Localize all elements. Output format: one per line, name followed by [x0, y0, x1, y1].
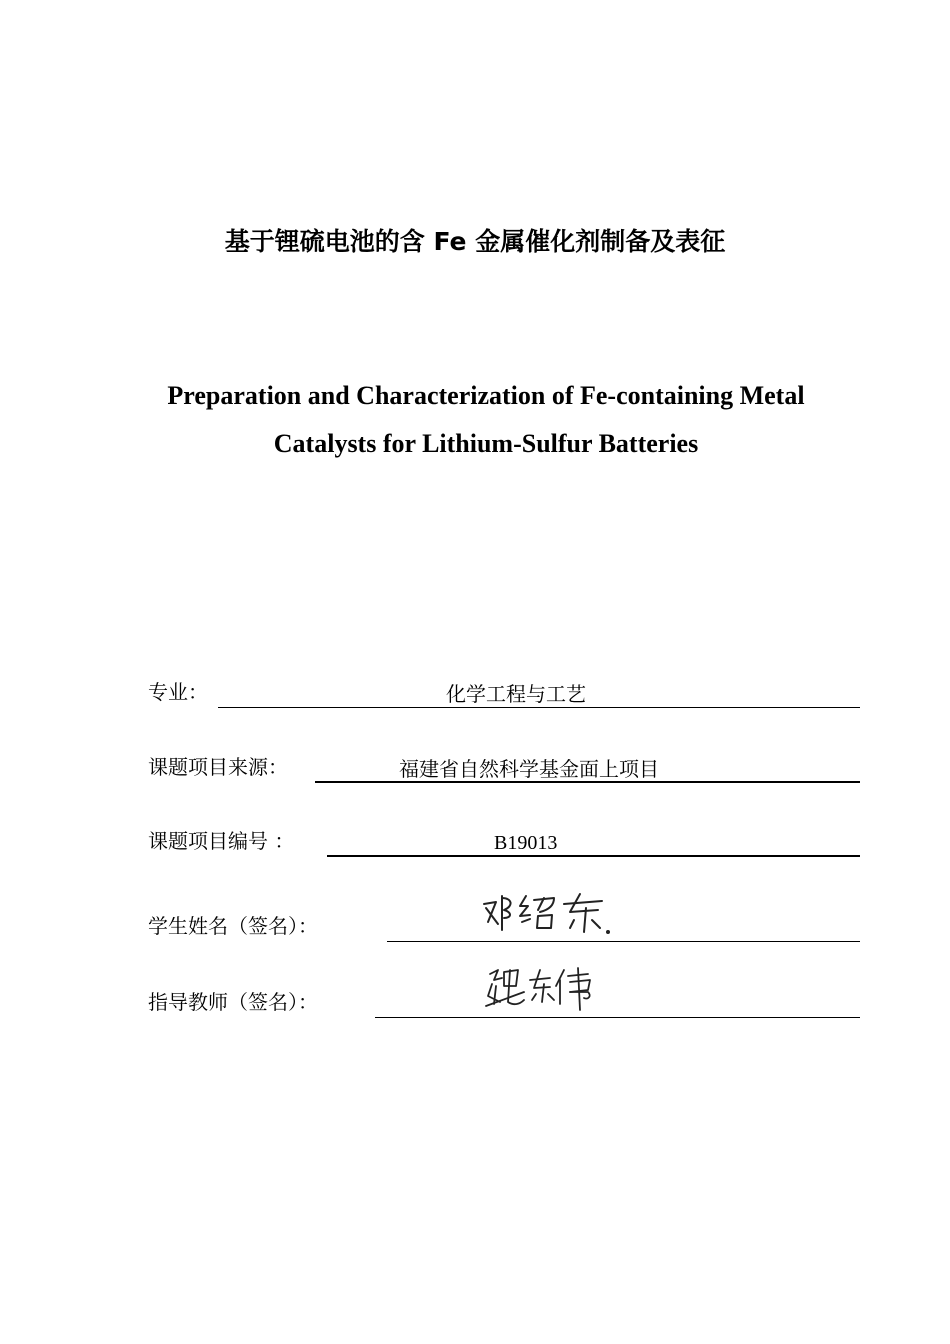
project-source-underline	[315, 781, 860, 783]
major-field	[148, 668, 860, 708]
major-underline	[218, 707, 860, 708]
project-number-underline	[327, 855, 860, 857]
english-title	[80, 372, 892, 468]
advisor-name-label: 指导教师（签名）：	[148, 990, 318, 1014]
project-source-label: 课题项目来源：	[148, 755, 288, 779]
major-value: 化学工程与工艺	[446, 682, 586, 706]
project-number-value: B19013	[494, 832, 558, 854]
project-source-field	[148, 743, 860, 783]
student-name-underline	[387, 941, 860, 942]
advisor-signature-image	[484, 962, 596, 1012]
project-number-field	[148, 817, 860, 857]
major-label: 专业：	[148, 680, 208, 704]
student-signature-image	[478, 888, 618, 938]
project-number-label: 课题项目编号 ：	[148, 829, 295, 853]
chinese-title: 基于锂硫电池的含 Fe 金属催化剂制备及表征	[224, 227, 726, 256]
project-source-value: 福建省自然科学基金面上项目	[399, 757, 659, 781]
english-title-line-1: Preparation and Characterization of Fe-containing Metal	[167, 381, 805, 410]
advisor-name-underline	[375, 1017, 860, 1018]
english-title-line-2: Catalysts for Lithium-Sulfur Batteries	[273, 429, 699, 458]
student-name-label: 学生姓名（签名）：	[148, 914, 318, 938]
